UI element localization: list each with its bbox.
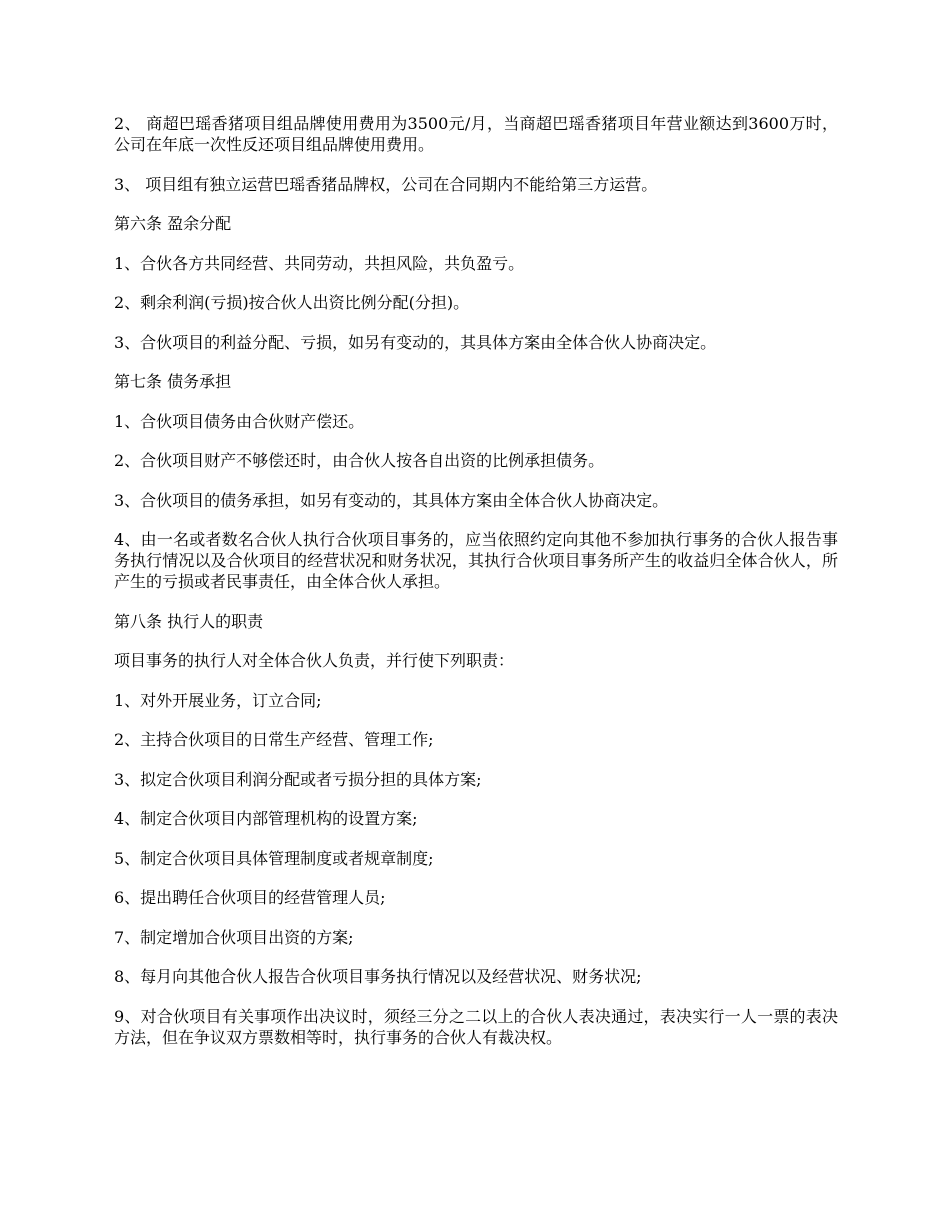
paragraph-operating-right: 3、 项目组有独立运营巴瑶香猪品牌权，公司在合同期内不能给第三方运营。	[114, 174, 658, 194]
paragraph-article-6-item-2: 2、剩余利润(亏损)按合伙人出资比例分配(分担)。	[114, 293, 470, 312]
paragraph-article-7-item-1: 1、合伙项目债务由合伙财产偿还。	[114, 411, 365, 431]
paragraph-article-8-item-9: 9、对合伙项目有关事项作出决议时，须经三分之二以上的合伙人表决通过，表决实行一人一票的表决方法，但在争议双方票数相等时，执行事务的合伙人有裁决权。	[114, 1006, 838, 1047]
document-page	[114, 113, 838, 1066]
section-heading-article-8: 第八条 执行人的职责	[114, 611, 264, 631]
paragraph-article-8-item-4: 4、制定合伙项目内部管理机构的设置方案;	[114, 809, 418, 828]
paragraph-article-8-item-1: 1、对外开展业务，订立合同;	[114, 690, 322, 710]
paragraph-article-8-item-7: 7、制定增加合伙项目出资的方案;	[114, 927, 354, 947]
paragraph-article-8-item-3: 3、拟定合伙项目利润分配或者亏损分担的具体方案;	[114, 769, 482, 789]
paragraph-article-7-item-2: 2、合伙项目财产不够偿还时，由合伙人按各自出资的比例承担债务。	[114, 451, 605, 470]
paragraph-article-7-item-4: 4、由一名或者数名合伙人执行合伙项目事务的，应当依照约定向其他不参加执行事务的合伙人报告事务执行情况以及合伙项目的经营状况和财务状况，其执行合伙项目事务所产生的收益归全体合伙人，所产生的亏损或者民事责任，由全体合伙人承担。	[114, 530, 838, 591]
paragraph-article-8-item-8: 8、每月向其他合伙人报告合伙项目事务执行情况以及经营状况、财务状况;	[114, 967, 642, 986]
paragraph-article-8-item-6: 6、提出聘任合伙项目的经营管理人员;	[114, 888, 386, 907]
paragraph-article-8-item-2: 2、主持合伙项目的日常生产经营、管理工作;	[114, 730, 434, 749]
section-heading-article-6: 第六条 盈余分配	[114, 214, 232, 233]
paragraph-brand-fee: 2、 商超巴瑶香猪项目组品牌使用费用为3500元/月，当商超巴瑶香猪项目年营业额达到3600万时，公司在年底一次性反还项目组品牌使用费用。	[114, 114, 838, 154]
paragraph-article-8-intro: 项目事务的执行人对全体合伙人负责，并行使下列职责：	[114, 651, 515, 670]
paragraph-article-6-item-1: 1、合伙各方共同经营、共同劳动，共担风险，共负盈亏。	[114, 253, 525, 273]
paragraph-article-7-item-3: 3、合伙项目的债务承担，如另有变动的，其具体方案由全体合伙人协商决定。	[114, 490, 669, 510]
paragraph-article-8-item-5: 5、制定合伙项目具体管理制度或者规章制度;	[114, 848, 434, 868]
section-heading-article-7: 第七条 债务承担	[114, 372, 232, 391]
paragraph-article-6-item-3: 3、合伙项目的利益分配、亏损，如另有变动的，其具体方案由全体合伙人协商决定。	[114, 332, 717, 352]
